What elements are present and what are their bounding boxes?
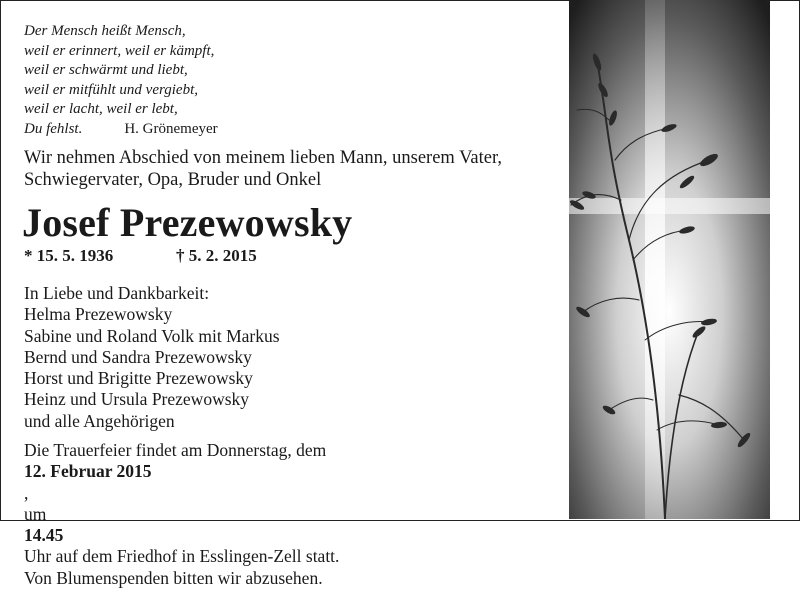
mourners-heading: In Liebe und Dankbarkeit:: [24, 283, 210, 303]
mourner-name: Heinz und Ursula Prezewowsky: [24, 389, 250, 410]
intro-line: Wir nehmen Abschied von meinem lieben Mann, unserem Vater,: [24, 148, 503, 168]
mourner-name: Horst und Brigitte Prezewowsky: [24, 368, 253, 389]
funeral-time: 14.45: [24, 525, 64, 546]
farewell-intro: [24, 147, 502, 191]
death-date: † 5. 2. 2015: [176, 246, 257, 265]
poem-line: weil er schwärmt und liebt,: [24, 62, 188, 79]
poem-line: weil er mitfühlt und vergiebt,: [24, 81, 199, 98]
poem-line: weil er lacht, weil er lebt,: [24, 101, 178, 118]
poem-quote: [24, 22, 218, 140]
mourner-name: und alle Angehörigen: [24, 410, 175, 431]
mourner-name: Sabine und Roland Volk mit Markus: [24, 325, 280, 346]
notice-text: Uhr auf dem Friedhof in Esslingen-Zell statt.: [24, 546, 340, 567]
deceased-name: Josef Prezewowsky: [22, 200, 353, 245]
funeral-notice: [24, 440, 339, 589]
life-dates: [24, 246, 257, 266]
poem-last-line: [24, 120, 218, 140]
mourner-name: Bernd und Sandra Prezewowsky: [24, 346, 252, 367]
notice-text: um: [24, 503, 47, 524]
mourners-list: [24, 283, 280, 432]
notice-text: ,: [24, 482, 29, 503]
poem-author: H. Grönemeyer: [124, 120, 218, 137]
notice-line: [24, 440, 339, 504]
poem-line: Der Mensch heißt Mensch,: [24, 23, 186, 39]
intro-line: Schwiegervater, Opa, Bruder und Onkel: [24, 170, 322, 190]
notice-text: Die Trauerfeier findet am Donnerstag, dem: [24, 440, 327, 460]
birth-date: * 15. 5. 1936: [24, 246, 114, 265]
poem-line: weil er erinnert, weil er kämpft,: [24, 42, 215, 59]
notice-line: [24, 504, 339, 568]
notice-line: Von Blumenspenden bitten wir abzusehen.: [24, 567, 323, 588]
funeral-date: 12. Februar 2015: [24, 461, 152, 482]
grass-cross-photo-icon: [569, 0, 770, 519]
poem-line: Du fehlst.: [24, 120, 83, 137]
mourner-name: Helma Prezewowsky: [24, 304, 173, 325]
